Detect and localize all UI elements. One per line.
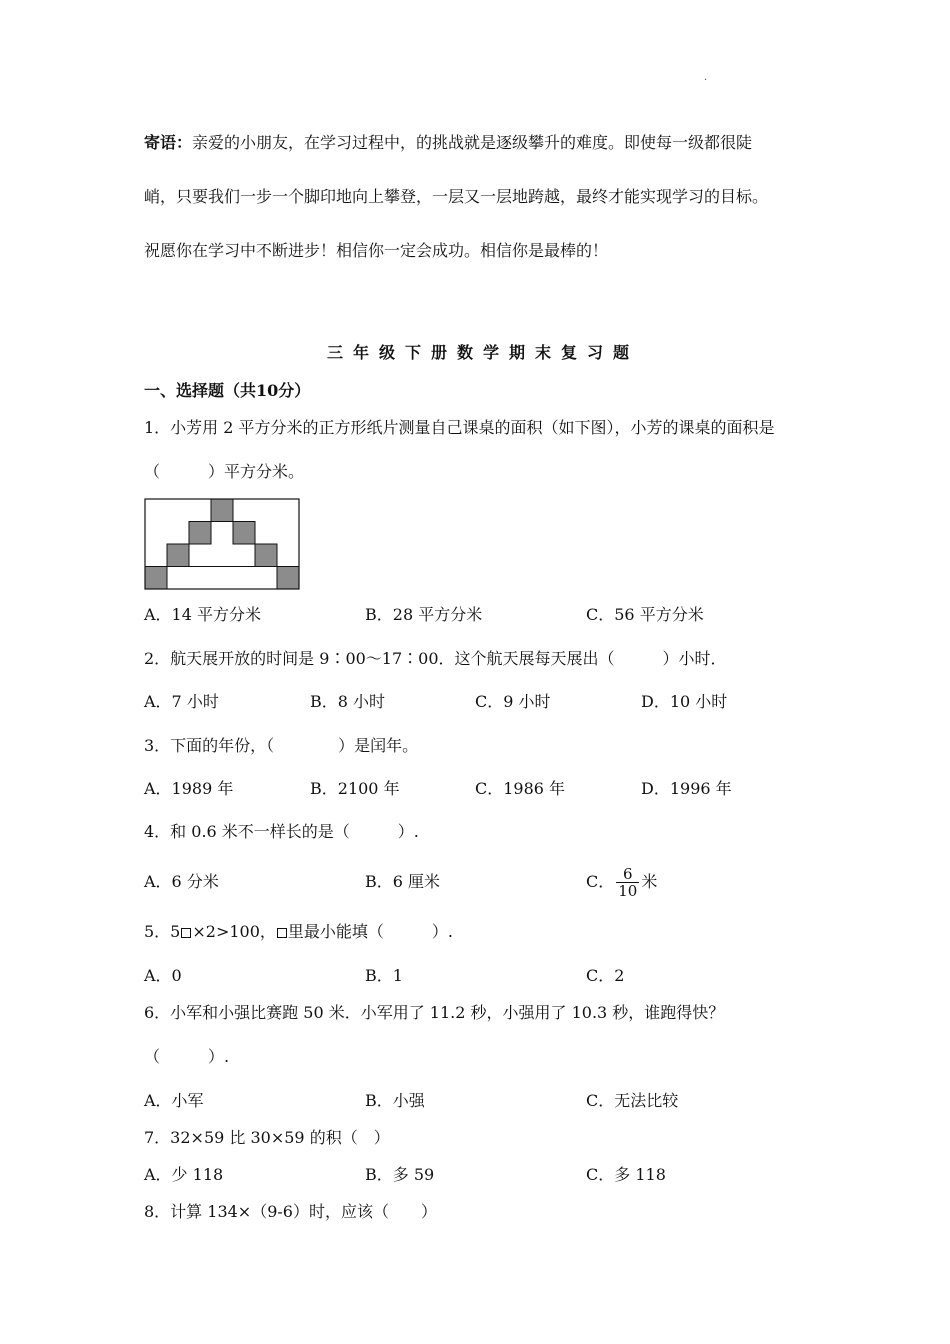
q6-option-a: A．小军 (144, 1091, 204, 1110)
shaded-square (255, 544, 277, 567)
desk-grid-figure (144, 498, 300, 590)
shaded-square (189, 522, 211, 545)
q2-option-d: D．10 小时 (641, 692, 728, 711)
shaded-square (233, 522, 255, 545)
q5-option-a: A．0 (144, 966, 182, 985)
q1-option-a: A．14 平方分米 (144, 605, 262, 624)
blank-box-icon (277, 928, 287, 938)
q5-option-b: B．1 (365, 966, 403, 985)
q2-option-a: A．7 小时 (144, 692, 219, 711)
q7-option-a: A．少 118 (144, 1165, 224, 1184)
question-6-line-2: （ ）. (144, 1047, 230, 1066)
fraction-numerator: 6 (616, 866, 639, 883)
page-title: 三年级下册数学期末复习题 (327, 343, 640, 362)
q5-mid: ×2>100， (192, 922, 276, 941)
q6-option-b: B．小强 (365, 1091, 425, 1110)
question-1-line-1: 1．小芳用 2 平方分米的正方形纸片测量自己课桌的面积（如下图），小芳的课桌的面积是 (144, 418, 775, 437)
shaded-square (211, 499, 233, 522)
q3-option-a: A．1989 年 (144, 779, 234, 798)
q4-option-a: A．6 分米 (144, 872, 219, 891)
question-3: 3．下面的年份，（ ）是闰年。 (144, 736, 419, 755)
intro-line-3: 祝愿你在学习中不断进步！相信你一定会成功。相信你是最棒的！ (144, 241, 609, 260)
q7-option-c: C．多 118 (586, 1165, 666, 1184)
intro-line-2: 峭，只要我们一步一个脚印地向上攀登，一层又一层地跨越，最终才能实现学习的目标。 (144, 187, 769, 206)
question-2: 2．航天展开放的时间是 9∶00～17∶00．这个航天展每天展出（ ）小时． (144, 649, 727, 668)
q4-option-b: B．6 厘米 (365, 872, 441, 891)
shaded-square (145, 567, 167, 590)
question-5 (144, 922, 453, 942)
question-7: 7．32×59 比 30×59 的积（ ） (144, 1128, 390, 1147)
q3-option-d: D．1996 年 (641, 779, 732, 798)
blank-box-icon (181, 928, 191, 938)
q4-option-c (586, 860, 657, 904)
q2-option-b: B．8 小时 (310, 692, 386, 711)
intro-text-1: 亲爱的小朋友，在学习过程中，的挑战就是逐级攀升的难度。即使每一级都很陡 (192, 133, 753, 152)
intro-line-1 (144, 133, 752, 153)
q5-option-c: C．2 (586, 966, 625, 985)
q4-option-c-prefix: C． (586, 872, 615, 891)
question-8: 8．计算 134×（9-6）时，应该（ ） (144, 1202, 437, 1221)
question-4: 4．和 0.6 米不一样长的是（ ）. (144, 822, 419, 841)
shaded-square (167, 544, 189, 567)
intro-label: 寄语： (144, 133, 193, 152)
page-dot: . (704, 72, 708, 83)
question-6-line-1: 6．小军和小强比赛跑 50 米．小军用了 11.2 秒，小强用了 10.3 秒，谁跑得快？ (144, 1003, 725, 1022)
fraction (616, 866, 639, 899)
q3-option-c: C．1986 年 (475, 779, 566, 798)
q7-option-b: B．多 59 (365, 1165, 435, 1184)
question-1-line-2: （ ）平方分米。 (144, 462, 305, 481)
q6-option-c: C．无法比较 (586, 1091, 679, 1110)
shaded-square (277, 567, 299, 590)
q3-option-b: B．2100 年 (310, 779, 400, 798)
section-heading: 一、选择题（共10分） (144, 381, 311, 400)
q1-option-c: C．56 平方分米 (586, 605, 704, 624)
q1-option-b: B．28 平方分米 (365, 605, 483, 624)
grid-inner-outline (167, 567, 277, 590)
q2-option-c: C．9 小时 (475, 692, 551, 711)
fraction-denominator: 10 (618, 882, 638, 900)
q5-suffix: 里最小能填（ ）. (287, 922, 454, 941)
q5-prefix: 5．5 (144, 922, 181, 941)
q4-option-c-unit: 米 (641, 872, 658, 891)
